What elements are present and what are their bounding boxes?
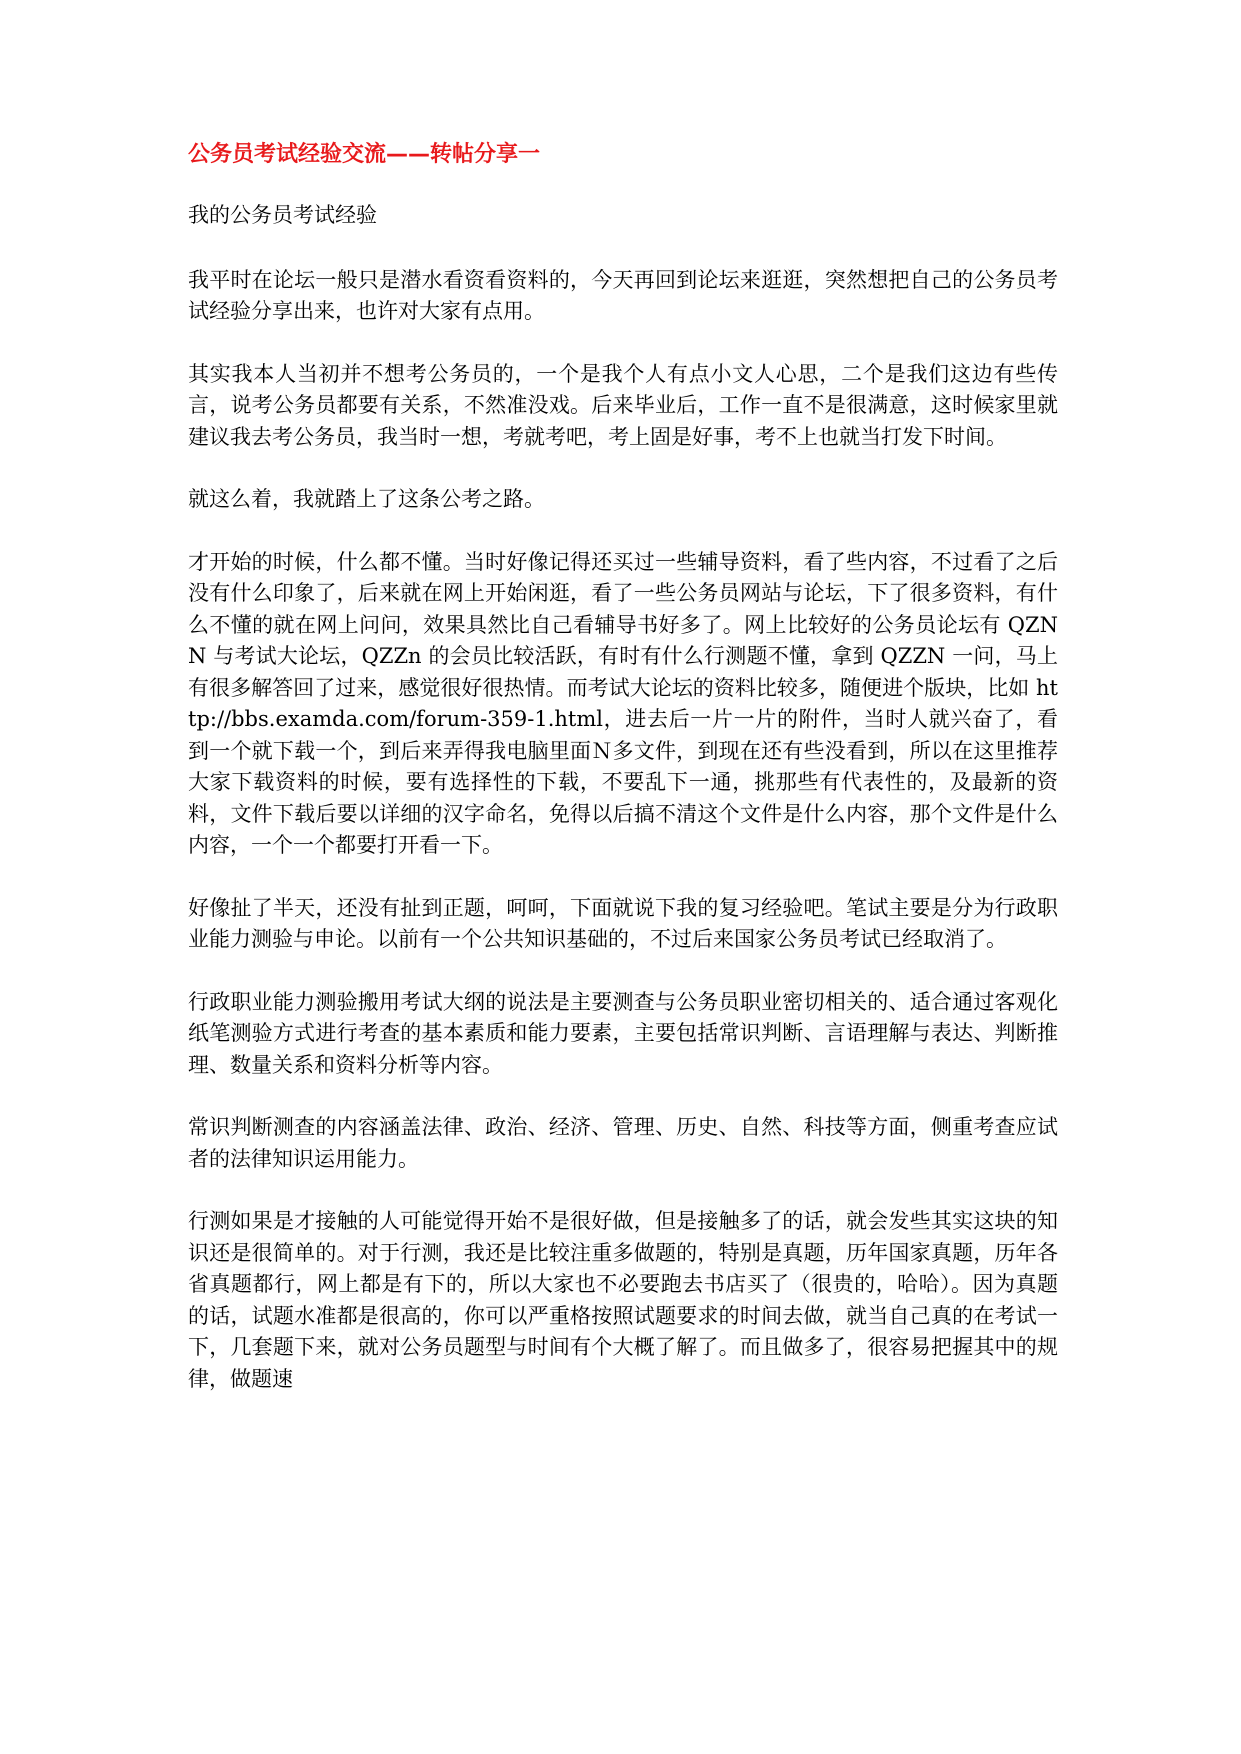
body-paragraph-common-sense: 常识判断测查的内容涵盖法律、政治、经济、管理、历史、自然、科技等方面，侧重考查应试者的法律知识运用能力。: [188, 1115, 1058, 1171]
body-paragraph-resources: 才开始的时候，什么都不懂。当时好像记得还买过一些辅导资料，看了些内容，不过看了之后没有什么印象了，后来就在网上开始闲逛，看了一些公务员网站与论坛，下了很多资料，有什么不懂的就在网上问问，效果具然比自己看辅导书好多了。网上比较好的公务员论坛有 QZNN 与考试大论坛，QZZn 的会员比较活跃，有时有什么行测题不懂，拿到 QZZN 一问，马上有很多解答回了过来，感觉很好很热情。而考试大论坛的资料比较多，随便进个版块，比如 http://bbs.examda.com/forum-359-1.html，进去后一片一片的附件，当时人就兴奋了，看到一个就下载一个，到后来弄得我电脑里面Ｎ多文件，到现在还有些没看到，所以在这里推荐大家下载资料的时候，要有选择性的下载，不要乱下一通，挑那些有代表性的，及最新的资料，文件下载后要以详细的汉字命名，免得以后搞不清这个文件是什么内容，那个文件是什么内容，一个一个都要打开看一下。: [188, 549, 1058, 857]
body-paragraph-practice: 行测如果是才接触的人可能觉得开始不是很好做，但是接触多了的话，就会发些其实这块的知识还是很简单的。对于行测，我还是比较注重多做题的，特别是真题，历年国家真题，历年各省真题都行，网上都是有下的，所以大家也不必要跑去书店买了（很贵的，哈哈）。因为真题的话，试题水准都是很高的，你可以严重格按照试题要求的时间去做，就当自己真的在考试一下，几套题下来，就对公务员题型与时间有个大概了解了。而且做多了，很容易把握其中的规律，做题速: [188, 1209, 1058, 1391]
document-title: 公务员考试经验交流——转帖分享一: [188, 142, 541, 167]
body-paragraph-exam-parts: 好像扯了半天，还没有扯到正题，呵呵，下面就说下我的复习经验吧。笔试主要是分为行政职业能力测验与申论。以前有一个公共知识基础的，不过后来国家公务员考试已经取消了。: [188, 895, 1058, 951]
body-paragraph-background: 其实我本人当初并不想考公务员的，一个是我个人有点小文人心思，二个是我们这边有些传言，说考公务员都要有关系，不然准没戏。后来毕业后，工作一直不是很满意，这时候家里就建议我去考公务员，我当时一想，考就考吧，考上固是好事，考不上也就当打发下时间。: [188, 361, 1058, 449]
body-paragraph-xingce-definition: 行政职业能力测验搬用考试大纲的说法是主要测查与公务员职业密切相关的、适合通过客观化纸笔测验方式进行考查的基本素质和能力要素，主要包括常识判断、言语理解与表达、判断推理、数量关系和资料分析等内容。: [188, 989, 1058, 1077]
document-page: [188, 140, 1058, 1426]
subtitle-paragraph: 我的公务员考试经验: [188, 203, 377, 227]
body-paragraph-start: 就这么着，我就踏上了这条公考之路。: [188, 487, 545, 511]
body-paragraph-intro: 我平时在论坛一般只是潜水看资看资料的，今天再回到论坛来逛逛，突然想把自己的公务员考试经验分享出来，也许对大家有点用。: [188, 267, 1058, 323]
